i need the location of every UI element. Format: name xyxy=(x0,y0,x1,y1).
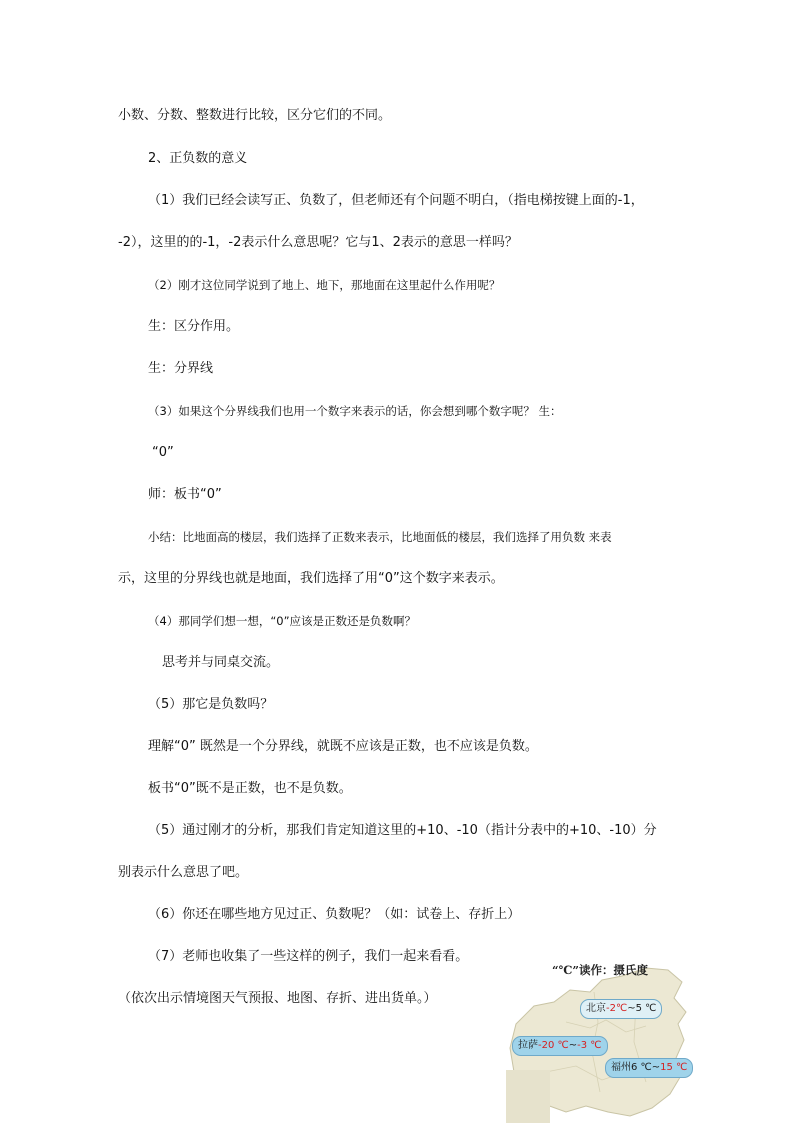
paragraph-q3: （3）如果这个分界线我们也用一个数字来表示的话，你会想到哪个数字呢？ 生： xyxy=(148,404,562,418)
discussion-note: 思考并与同桌交流。 xyxy=(162,655,280,670)
weather-bubble-lhasa xyxy=(512,1036,608,1056)
weather-map-figure xyxy=(506,962,696,1123)
low-temp-lhasa: -20 ℃ xyxy=(538,1040,569,1051)
city-label-beijing: 北京 xyxy=(586,1003,606,1014)
weather-bubble-fuzhou xyxy=(605,1058,693,1078)
paragraph-q5b-line2: 别表示什么意思了吧。 xyxy=(118,865,249,880)
student-answer-1: 生：区分作用。 xyxy=(148,319,240,334)
temp-separator: ~ xyxy=(651,1062,661,1073)
map-inset-box xyxy=(506,1070,550,1123)
paragraph-q2: （2）刚才这位同学说到了地上、地下，那地面在这里起什么作用呢？ xyxy=(148,278,501,292)
summary-line2: 示，这里的分界线也就是地面，我们选择了用“0”这个数字来表示。 xyxy=(118,571,504,586)
summary-line1: 小结：比地面高的楼层，我们选择了正数来表示，比地面低的楼层，我们选择了用负数 来表 xyxy=(148,530,612,544)
temp-separator: ~ xyxy=(627,1003,636,1014)
paragraph-q5: （5）那它是负数吗？ xyxy=(148,697,274,712)
understanding-note: 理解“0” 既然是一个分界线，就既不应该是正数，也不应该是负数。 xyxy=(148,739,538,754)
low-temp-fuzhou: 6 ℃ xyxy=(631,1062,652,1073)
board-note: 板书“0”既不是正数，也不是负数。 xyxy=(148,781,352,796)
section-heading: 2、正负数的意义 xyxy=(148,151,248,166)
weather-bubble-beijing xyxy=(580,999,662,1019)
paragraph-q1-line1: （1）我们已经会读写正、负数了，但老师还有个问题不明白，（指电梯按键上面的-1， xyxy=(148,193,644,208)
student-answer-2: 生：分界线 xyxy=(148,361,214,376)
paragraph-q5b-line1: （5）通过刚才的分析，那我们肯定知道这里的+10、-10（指计分表中的+10、-10）分 xyxy=(148,823,657,838)
temp-separator: ~ xyxy=(568,1040,578,1051)
high-temp-fuzhou: 15 ℃ xyxy=(660,1062,688,1073)
high-temp-beijing: 5 ℃ xyxy=(635,1003,657,1014)
teacher-note: 师：板书“0” xyxy=(148,487,222,502)
map-title: “℃”读作：摄氏度 xyxy=(552,963,649,977)
paragraph-q1-line2: -2），这里的的-1，-2表示什么意思呢？它与1、2表示的意思一样吗？ xyxy=(118,235,518,250)
paragraph-q6: （6）你还在哪些地方见过正、负数呢？（如：试卷上、存折上） xyxy=(148,907,521,922)
low-temp-beijing: -2℃ xyxy=(606,1003,628,1014)
city-label-fuzhou: 福州 xyxy=(611,1062,631,1073)
paragraph-display: （依次出示情境图天气预报、地图、存折、进出货单。） xyxy=(118,991,437,1006)
city-label-lhasa: 拉萨 xyxy=(518,1040,538,1051)
paragraph-intro: 小数、分数、整数进行比较，区分它们的不同。 xyxy=(118,108,392,123)
high-temp-lhasa: -3 ℃ xyxy=(577,1040,602,1051)
paragraph-q4: （4）那同学们想一想，“0”应该是正数还是负数啊？ xyxy=(148,614,417,628)
answer-zero: “0” xyxy=(152,445,174,460)
paragraph-q7: （7）老师也收集了一些这样的例子，我们一起来看看。 xyxy=(148,949,469,964)
